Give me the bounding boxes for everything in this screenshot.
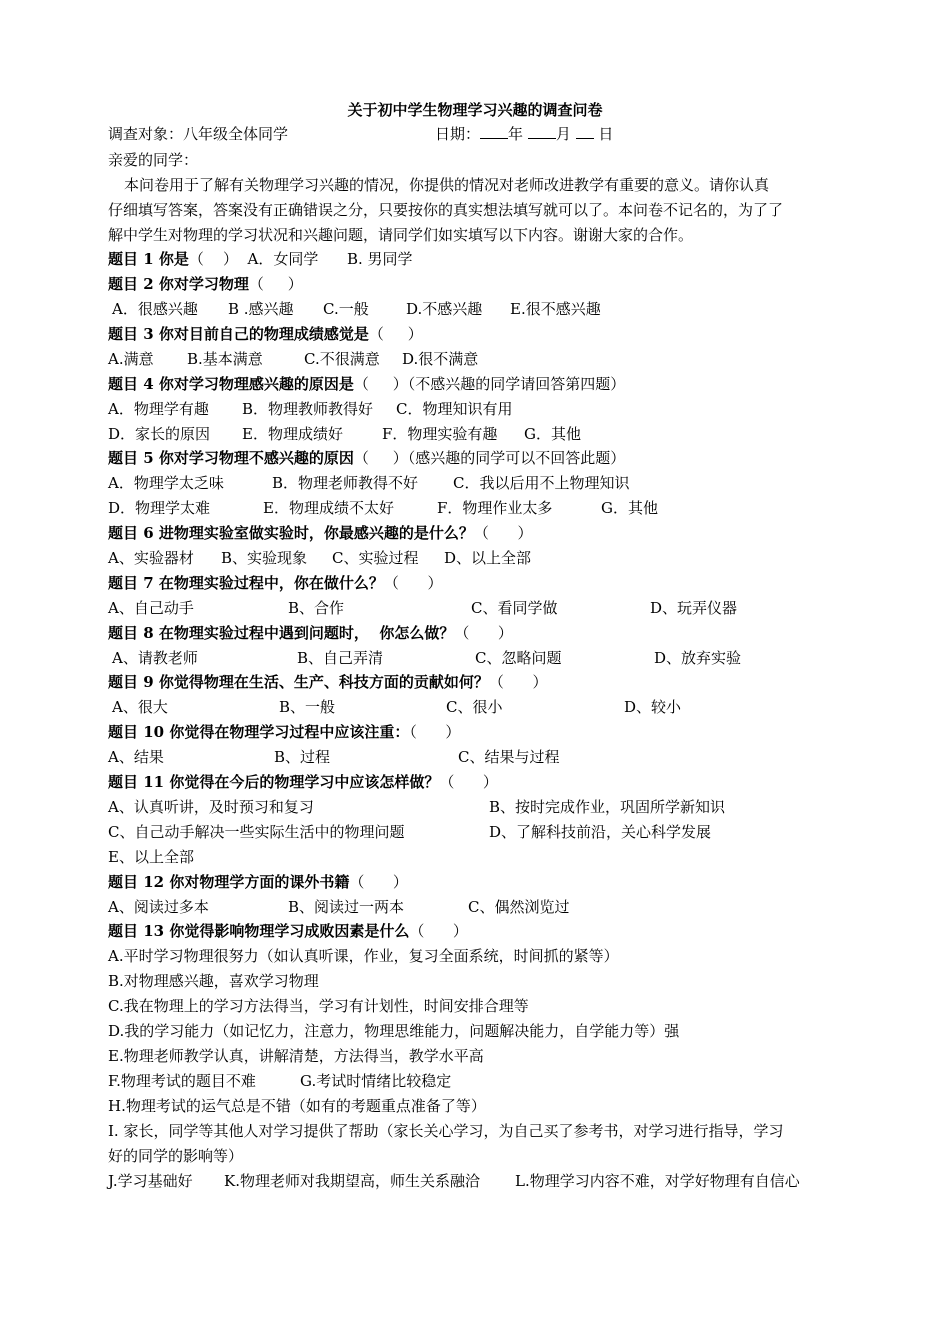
- option[interactable]: B．物理教师教得好: [242, 400, 374, 418]
- option[interactable]: A．物理学有趣: [108, 400, 209, 418]
- option[interactable]: D．物理学太难: [108, 499, 211, 517]
- intro-line-1: 本问卷用于了解有关物理学习兴趣的情况，你提供的情况对老师改进教学有重要的意义。请你认真: [124, 176, 770, 194]
- year-label: 年: [508, 125, 524, 143]
- question-2: [108, 272, 303, 296]
- option[interactable]: C、自己动手解决一些实际生活中的物理问题: [108, 823, 405, 841]
- question-3-text: 题目 3 你对目前自己的物理成绩感觉是: [108, 325, 369, 343]
- question-13: [108, 919, 468, 943]
- option[interactable]: A．很感兴趣: [112, 300, 198, 318]
- option[interactable]: C．物理知识有用: [396, 400, 513, 418]
- question-5: [108, 446, 625, 470]
- option[interactable]: A、很大: [112, 698, 168, 716]
- option-continuation: 好的同学的影响等）: [108, 1147, 244, 1165]
- question-4-text: 题目 4 你对学习物理感兴趣的原因是: [108, 375, 354, 393]
- option[interactable]: A、认真听讲，及时预习和复习: [108, 798, 314, 816]
- option[interactable]: B、一般: [279, 698, 336, 716]
- option[interactable]: B、阅读过一两本: [288, 898, 405, 916]
- question-8-text: 题目 8 在物理实验过程中遇到问题时， 你怎么做？: [108, 624, 455, 642]
- option[interactable]: B、合作: [288, 599, 345, 617]
- option[interactable]: D、了解科技前沿，关心科学发展: [489, 823, 712, 841]
- option[interactable]: E.物理老师教学认真，讲解清楚，方法得当，教学水平高: [108, 1047, 484, 1065]
- option[interactable]: B．物理老师教得不好: [272, 474, 419, 492]
- question-1-text: 题目 1 你是: [108, 250, 189, 268]
- question-6-text: 题目 6 进物理实验室做实验时，你最感兴趣的是什么？: [108, 524, 474, 542]
- answer-blank: （ ）: [248, 275, 303, 293]
- answer-blank: （ ）: [409, 723, 461, 741]
- option[interactable]: A、阅读过多本: [108, 898, 209, 916]
- question-1-options: （ ） A．女同学 B. 男同学: [188, 250, 413, 268]
- option[interactable]: D、玩弄仪器: [650, 599, 738, 617]
- option[interactable]: A、自己动手: [108, 599, 194, 617]
- question-12: [108, 870, 408, 894]
- year-blank[interactable]: [480, 123, 508, 139]
- option[interactable]: J.学习基础好: [108, 1172, 193, 1190]
- intro-line-2: 仔细填写答案，答案没有正确错误之分，只要按你的真实想法填写就可以了。本问卷不记名的，为了了: [108, 201, 784, 219]
- option[interactable]: G．其他: [524, 425, 581, 443]
- option[interactable]: C、结果与过程: [458, 748, 560, 766]
- option[interactable]: C、偶然浏览过: [468, 898, 570, 916]
- option[interactable]: C．我以后用不上物理知识: [453, 474, 630, 492]
- answer-blank: （ ）: [409, 922, 468, 940]
- option[interactable]: B.对物理感兴趣，喜欢学习物理: [108, 972, 319, 990]
- option[interactable]: G．其他: [601, 499, 658, 517]
- option[interactable]: B、自己弄清: [297, 649, 384, 667]
- question-6: [108, 521, 533, 545]
- option[interactable]: I. 家长，同学等其他人对学习提供了帮助（家长关心学习，为自己买了参考书，对学习进行指导，学习: [108, 1122, 784, 1140]
- answer-blank: （ ）: [349, 873, 408, 891]
- option[interactable]: C.一般: [323, 300, 369, 318]
- option[interactable]: A.满意: [108, 350, 154, 368]
- question-7-text: 题目 7 在物理实验过程中，你在做什么？: [108, 574, 384, 592]
- date-label: 日期：: [435, 125, 481, 143]
- option[interactable]: H.物理考试的运气总是不错（如有的考题重点准备了等）: [108, 1097, 486, 1115]
- answer-blank: （ ）: [383, 574, 443, 592]
- intro-line-3: 解中学生对物理的学习状况和兴趣问题，请同学们如实填写以下内容。谢谢大家的合作。: [108, 226, 694, 244]
- question-8: [108, 621, 513, 645]
- question-9: [108, 670, 548, 694]
- option[interactable]: C.不很满意: [304, 350, 380, 368]
- option[interactable]: A、结果: [108, 748, 164, 766]
- option[interactable]: D、放弃实验: [654, 649, 742, 667]
- day-blank[interactable]: [576, 123, 594, 139]
- option[interactable]: E.很不感兴趣: [510, 300, 601, 318]
- option[interactable]: C、看同学做: [471, 599, 558, 617]
- option[interactable]: A．物理学太乏味: [108, 474, 224, 492]
- question-4: [108, 372, 625, 396]
- question-10: [108, 720, 460, 744]
- option[interactable]: D.我的学习能力（如记忆力，注意力，物理思维能力，问题解决能力，自学能力等）强: [108, 1022, 680, 1040]
- option[interactable]: E．物理成绩不太好: [263, 499, 394, 517]
- greeting: 亲爱的同学：: [108, 151, 199, 169]
- answer-blank: （ ）: [368, 325, 423, 343]
- page-title: 关于初中学生物理学习兴趣的调查问卷: [347, 101, 603, 119]
- option[interactable]: A、请教老师: [112, 649, 198, 667]
- option[interactable]: B.基本满意: [187, 350, 263, 368]
- option[interactable]: C、很小: [446, 698, 503, 716]
- question-9-text: 题目 9 你觉得物理在生活、生产、科技方面的贡献如何？: [108, 673, 489, 691]
- option[interactable]: A、实验器材: [108, 549, 194, 567]
- question-7: [108, 571, 443, 595]
- question-12-text: 题目 12 你对物理学方面的课外书籍: [108, 873, 350, 891]
- question-3: [108, 322, 423, 346]
- question-1: [108, 247, 413, 271]
- option[interactable]: A.平时学习物理很努力（如认真听课，作业，复习全面系统，时间抓的紧等）: [108, 947, 619, 965]
- answer-blank: （ ）（不感兴趣的同学请回答第四题）: [353, 375, 626, 393]
- survey-target: 调查对象：八年级全体同学: [108, 125, 289, 143]
- answer-blank: （ ）: [454, 624, 513, 642]
- option[interactable]: D.很不满意: [402, 350, 479, 368]
- option[interactable]: B、实验现象: [221, 549, 308, 567]
- option[interactable]: E．物理成绩好: [242, 425, 343, 443]
- question-13-text: 题目 13 你觉得影响物理学习成败因素是什么: [108, 922, 410, 940]
- day-label: 日: [598, 125, 614, 143]
- option[interactable]: L.物理学习内容不难，对学好物理有自信心: [515, 1172, 800, 1190]
- month-label: 月: [555, 125, 571, 143]
- option[interactable]: F．物理作业太多: [437, 499, 553, 517]
- option[interactable]: B、过程: [274, 748, 331, 766]
- answer-blank: （ ）: [473, 524, 533, 542]
- answer-blank: （ ）: [488, 673, 548, 691]
- option[interactable]: C、实验过程: [332, 549, 419, 567]
- question-2-text: 题目 2 你对学习物理: [108, 275, 249, 293]
- question-11-text: 题目 11 你觉得在今后的物理学习中应该怎样做？: [108, 773, 440, 791]
- option[interactable]: D、以上全部: [444, 549, 532, 567]
- answer-blank: （ ）（感兴趣的同学可以不回答此题）: [353, 449, 626, 467]
- option[interactable]: K.物理老师对我期望高，师生关系融洽: [224, 1172, 480, 1190]
- option[interactable]: D．家长的原因: [108, 425, 211, 443]
- date-line: [435, 122, 613, 146]
- option[interactable]: D、较小: [624, 698, 682, 716]
- option[interactable]: G.考试时情绪比较稳定: [300, 1072, 452, 1090]
- question-11: [108, 770, 498, 794]
- option[interactable]: D.不感兴趣: [406, 300, 483, 318]
- option[interactable]: C、忽略问题: [475, 649, 562, 667]
- option[interactable]: B .感兴趣: [228, 300, 294, 318]
- option[interactable]: F.物理考试的题目不难: [108, 1072, 256, 1090]
- month-blank[interactable]: [528, 123, 556, 139]
- question-10-text: 题目 10 你觉得在物理学习过程中应该注重：: [108, 723, 410, 741]
- option[interactable]: F．物理实验有趣: [382, 425, 498, 443]
- option[interactable]: E、以上全部: [108, 848, 194, 866]
- option[interactable]: C.我在物理上的学习方法得当，学习有计划性，时间安排合理等: [108, 997, 529, 1015]
- question-5-text: 题目 5 你对学习物理不感兴趣的原因: [108, 449, 354, 467]
- option[interactable]: B、按时完成作业，巩固所学新知识: [489, 798, 726, 816]
- answer-blank: （ ）: [439, 773, 498, 791]
